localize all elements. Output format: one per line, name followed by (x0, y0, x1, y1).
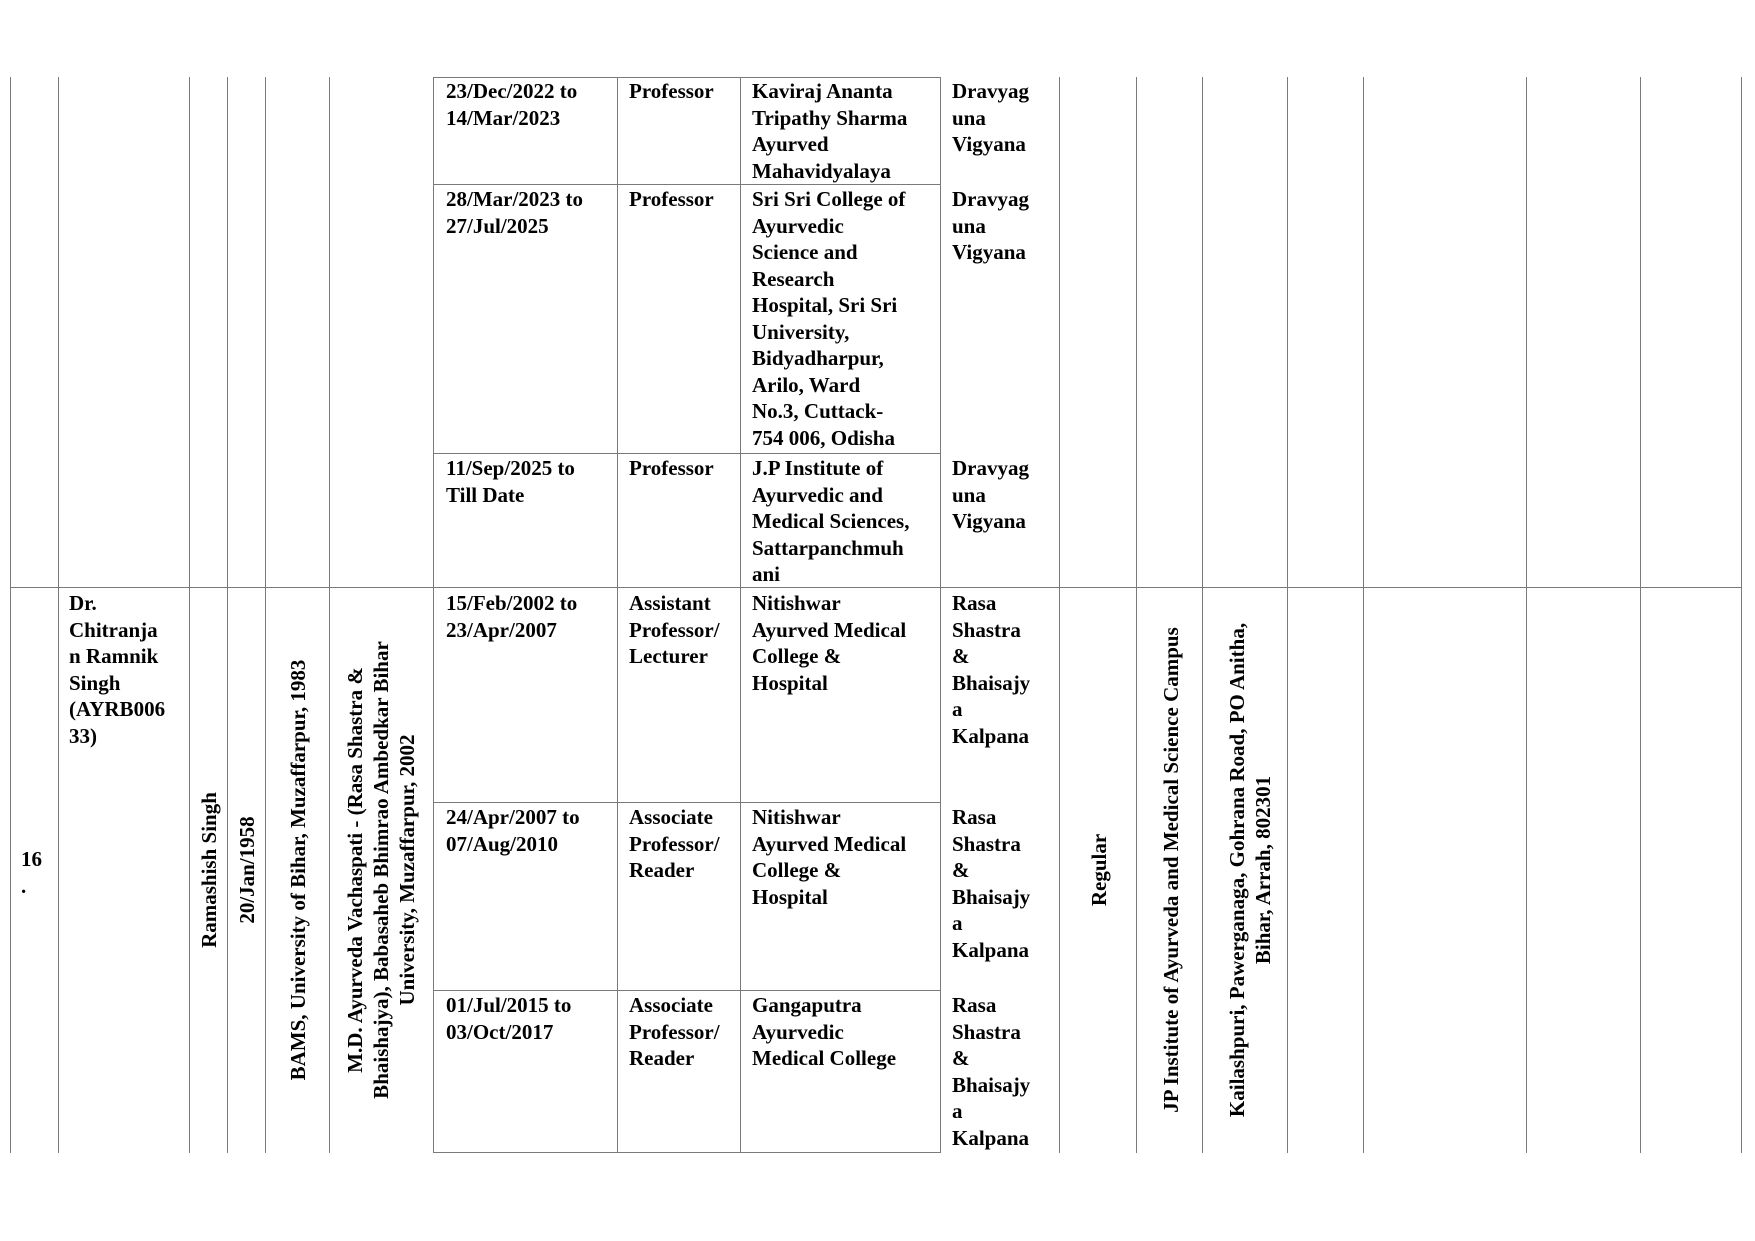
col-border (433, 77, 434, 1153)
appointment-status: Regular (1087, 833, 1111, 907)
col-border (58, 77, 59, 1153)
subtable-border (433, 802, 941, 803)
period-cell: 15/Feb/2002 to 23/Apr/2007 (446, 591, 578, 642)
current-college: JP Institute of Ayurveda and Medical Science Campus (1159, 627, 1183, 1113)
subtable-border (433, 990, 941, 991)
period-cell: 24/Apr/2007 to 07/Aug/2010 (446, 805, 580, 856)
pg-qualification-line: Bhaishajya), Babasaheb Bhimrao Ambedkar Bihar (369, 641, 393, 1099)
faculty-name: Dr. Chitranja n Ramnik Singh (AYRB006 33) (69, 591, 166, 748)
department-cell: Dravyag una Vigyana (952, 456, 1029, 533)
department-cell: Dravyag una Vigyana (952, 187, 1029, 264)
college-address (1224, 623, 1276, 1117)
institute-cell: Kaviraj Ananta Tripathy Sharma Ayurved Mahavidyalaya (752, 79, 908, 183)
address-line: Bihar, Arrah, 802301 (1251, 775, 1275, 965)
col-border (1741, 77, 1742, 1153)
pg-qualification-line: M.D. Ayurveda Vachaspati - (Rasa Shastra & (343, 667, 367, 1073)
institute-cell: Nitishwar Ayurved Medical College & Hospital (752, 591, 907, 695)
col-border (1287, 77, 1288, 1153)
ug-qualification: BAMS, University of Bihar, Muzaffarpur, 1983 (286, 659, 310, 1081)
designation-cell: Professor (629, 456, 714, 480)
pg-qualification (342, 641, 420, 1099)
col-border (740, 77, 741, 1153)
father-name: Ramashish Singh (197, 792, 221, 948)
period-cell: 28/Mar/2023 to 27/Jul/2025 (446, 187, 584, 238)
department-cell: Rasa Shastra & Bhaisajy a Kalpana (952, 591, 1031, 748)
col-border (10, 77, 11, 1153)
col-border (1363, 77, 1364, 1153)
institute-cell: J.P Institute of Ayurvedic and Medical Sciences, Sattarpanchmuh ani (752, 456, 910, 586)
col-border (1202, 77, 1203, 1153)
designation-cell: Professor (629, 187, 714, 211)
designation-cell: Associate Professor/ Reader (629, 993, 720, 1070)
department-cell: Rasa Shastra & Bhaisajy a Kalpana (952, 993, 1031, 1150)
department-cell: Rasa Shastra & Bhaisajy a Kalpana (952, 805, 1031, 962)
col-border (1526, 77, 1527, 1153)
subtable-border (433, 1152, 941, 1153)
subtable-border (433, 453, 941, 454)
col-border (189, 77, 190, 1153)
col-border (617, 77, 618, 1153)
department-cell: Dravyag una Vigyana (952, 79, 1029, 156)
address-line: Kailashpuri, Pawerganaga, Gohrana Road, PO Anitha, (1225, 622, 1249, 1118)
serial-number: 16 . (21, 847, 42, 898)
pg-qualification-line: University, Muzaffarpur, 2002 (395, 734, 419, 1006)
col-border (329, 77, 330, 1153)
col-border (227, 77, 228, 1153)
date-of-birth: 20/Jan/1958 (235, 816, 259, 924)
designation-cell: Professor (629, 79, 714, 103)
col-border (1059, 77, 1060, 1153)
subtable-border (433, 184, 941, 185)
period-cell: 01/Jul/2015 to 03/Oct/2017 (446, 993, 572, 1044)
period-cell: 11/Sep/2025 to Till Date (446, 456, 575, 507)
designation-cell: Assistant Professor/ Lecturer (629, 591, 720, 668)
period-cell: 23/Dec/2022 to 14/Mar/2023 (446, 79, 578, 130)
institute-cell: Gangaputra Ayurvedic Medical College (752, 993, 897, 1070)
col-border (940, 77, 941, 1153)
institute-cell: Nitishwar Ayurved Medical College & Hospital (752, 805, 907, 909)
institute-cell: Sri Sri College of Ayurvedic Science and Research Hospital, Sri Sri University, Bidyadharpur, Arilo, Ward No.3, Cuttack- 754 006, Odisha (752, 187, 906, 450)
col-border (1136, 77, 1137, 1153)
designation-cell: Associate Professor/ Reader (629, 805, 720, 882)
col-border (265, 77, 266, 1153)
col-border (1640, 77, 1641, 1153)
